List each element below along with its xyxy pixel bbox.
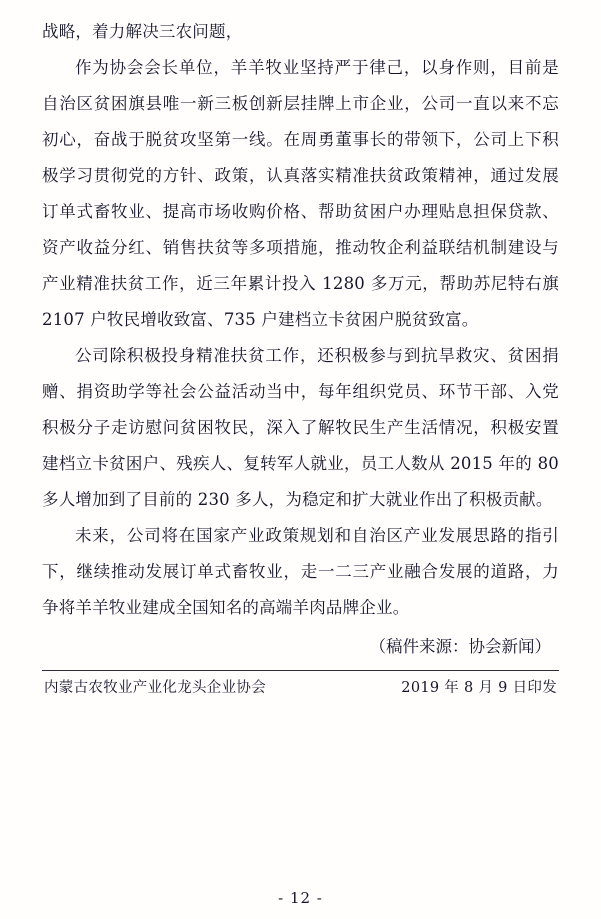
paragraph-future-outlook: 未来，公司将在国家产业政策规划和自治区产业发展思路的指引下，继续推动发展订单式畜牧业，走一二三产业融合发展的道路，力争将羊羊牧业建成全国知名的高端羊肉品牌企业。: [42, 526, 559, 617]
paragraph-continuation: 战略，着力解决三农问题，: [42, 22, 243, 41]
page-number: - 12 -: [278, 889, 323, 907]
paragraph-association-leader: 作为协会会长单位，羊羊牧业坚持严于律己，以身作则，目前是自治区贫困旗县唯一新三板创新层挂牌上市企业，公司一直以来不忘初心，奋战于脱贫攻坚第一线。在周勇董事长的带领下，公司上下积极学习贯彻党的方针、政策，认真落实精准扶贫政策精神，通过发展订单式畜牧业、提高市场收购价格、帮助贫困户办理贴息担保贷款、资产收益分红、销售扶贫等多项措施，推动牧企利益联结机制建设与产业精准扶贫工作，近三年累计投入 1280 多万元，帮助苏尼特右旗 2107 户牧民增收致富、735 户建档立卡贫困户脱贫致富。: [42, 58, 559, 329]
paragraph-public-welfare: 公司除积极投身精准扶贫工作，还积极参与到抗旱救灾、贫困捐赠、捐资助学等社会公益活动当中，每年组织党员、环节干部、入党积极分子走访慰问贫困牧民，深入了解牧民生产生活情况，积极安置建档立卡贫困户、残疾人、复转军人就业，员工人数从 2015 年的 80 多人增加到了目前的 230 多人，为稳定和扩大就业作出了积极贡献。: [42, 346, 559, 509]
footer-issue-date: 2019 年 8 月 9 日印发: [401, 680, 557, 696]
footer: [42, 671, 559, 703]
document-body: [42, 14, 559, 626]
source-note: （稿件来源：协会新闻）: [369, 637, 551, 656]
footer-organization: 内蒙古农牧业产业化龙头企业协会: [44, 680, 266, 696]
